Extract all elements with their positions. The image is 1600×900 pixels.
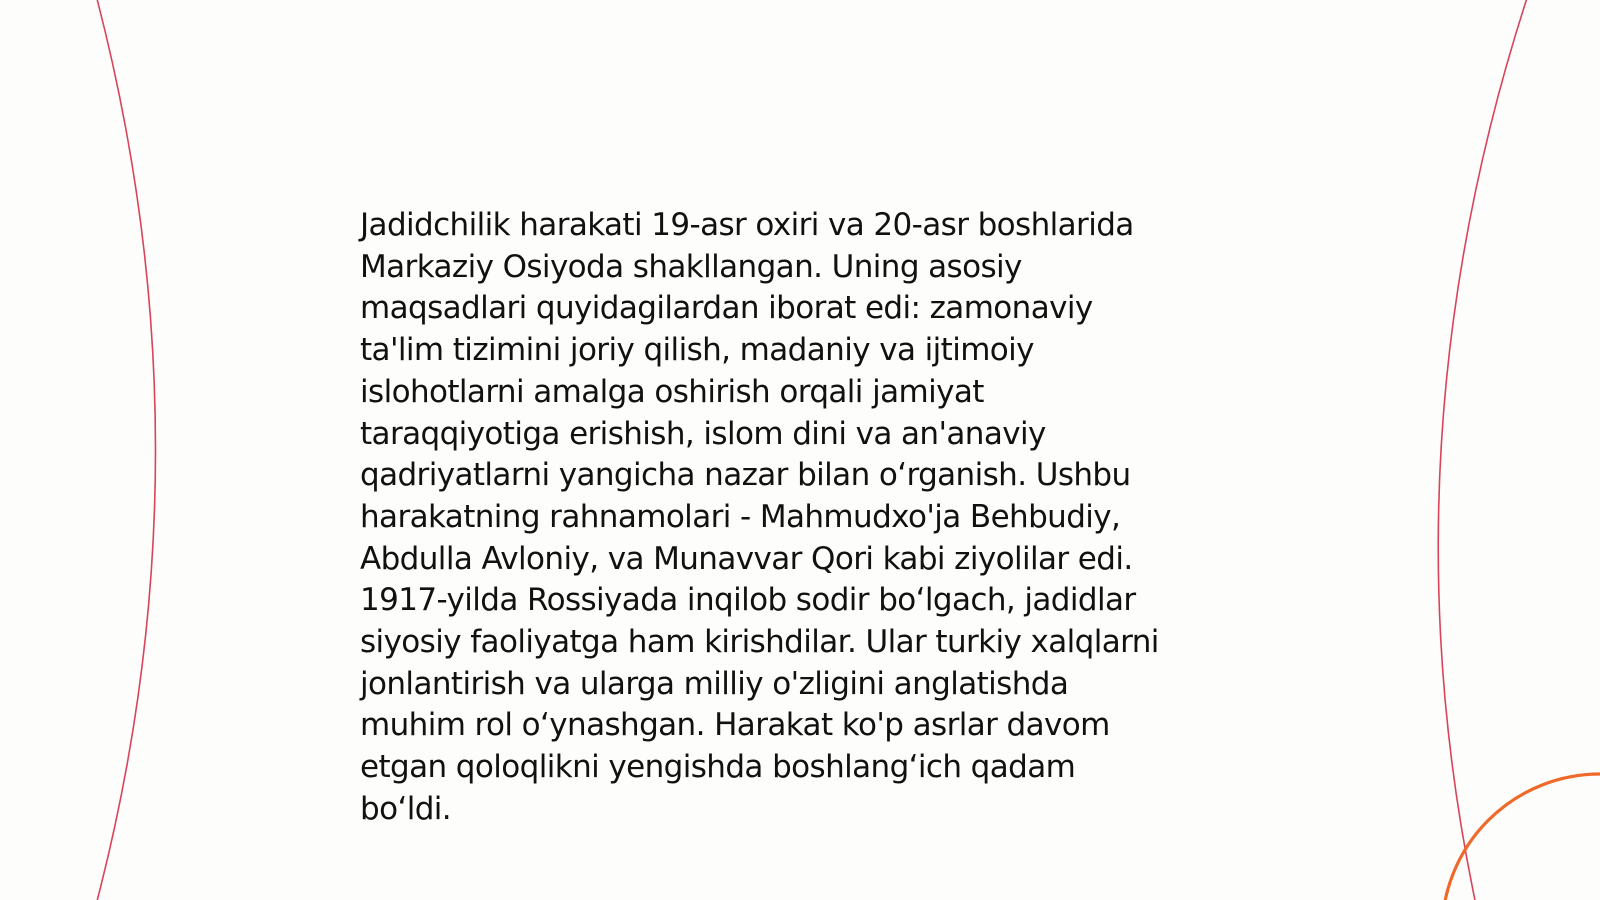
accent-circle — [1442, 774, 1600, 900]
right-curve-line — [1438, 0, 1528, 900]
body-paragraph: Jadidchilik harakati 19-asr oxiri va 20-asr boshlarida Markaziy Osiyoda shakllangan. Uning asosiy maqsadlari quyidagilardan iborat edi: zamonaviy ta'lim tizimini joriy qilish, madaniy va ijtimoiy islohotlarni amalga oshirish orqali jamiyat taraqqiyotiga erishish, islom dini va an'anaviy qadriyatlarni yangicha nazar bilan o‘rganish. Ushbu harakatning rahnamolari - Mahmudxo'ja Behbudiy, Abdulla Avloniy, va Munavvar Qori kabi ziyolilar edi. 1917-yilda Rossiyada inqilob sodir bo‘lgach, jadidlar siyosiy faoliyatga ham kirishdilar. Ular turkiy xalqlarni jonlantirish va ularga milliy o'zligini anglatishda muhim rol o‘ynashgan. Harakat ko'p asrlar davom etgan qoloqlikni yengishda boshlang‘ich qadam bo‘ldi. — [360, 207, 1159, 827]
left-curve-line — [96, 0, 156, 900]
